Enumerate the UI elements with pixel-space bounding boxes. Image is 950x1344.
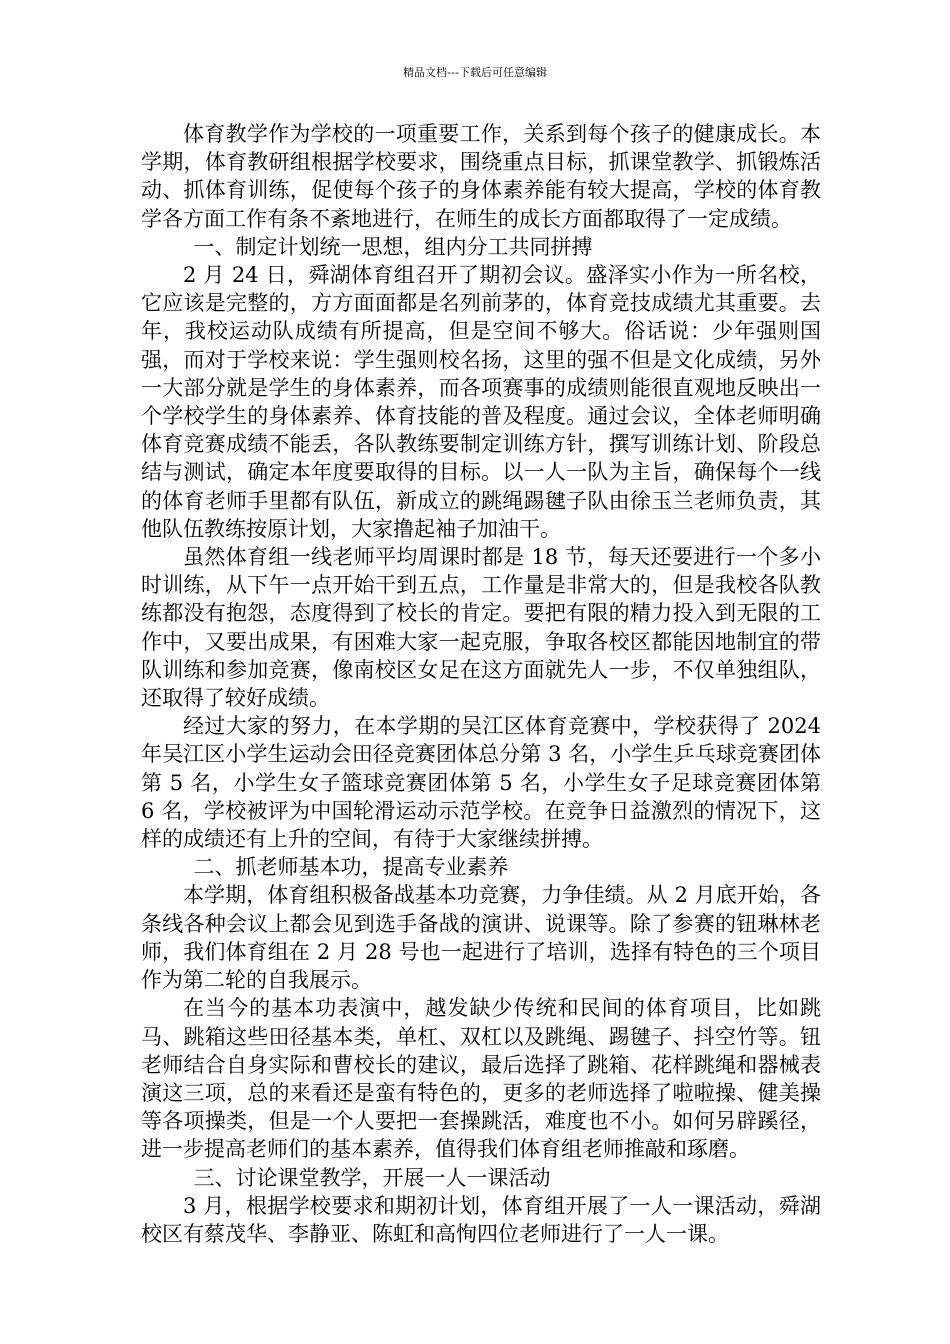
- section-heading-3: 三、讨论课堂教学，开展一人一课活动: [193, 1165, 551, 1190]
- paragraph-meeting: 2 月 24 日，舜湖体育组召开了期初会议。盛泽实小作为一所名校，它应该是完整的，方方面面都是名列前茅的，体育竞技成绩尤其重要。去年，我校运动队成绩有所提高，但是空间不够大。俗话说：少年强则国强，而对于学校来说：学生强则校名扬，这里的强不但是文化成绩，另外一大部分就是学生的身体素养，而各项赛事的成绩则能很直观地反映出一个学校学生的身体素养、体育技能的普及程度。通过会议，全体老师明确体育竞赛成绩不能丢，各队教练要制定训练方针，撰写训练计划、阶段总结与测试，确定本年度要取得的目标。以一人一队为主旨，确保每个一线的体育老师手里都有队伍，新成立的跳绳踢毽子队由徐玉兰老师负责，其他队伍教练按原计划，大家撸起袖子加油干。: [141, 263, 821, 541]
- paragraph-results: 经过大家的努力，在本学期的吴江区体育竞赛中，学校获得了 2024 年吴江区小学生运动会田径竞赛团体总分第 3 名，小学生乒乓球竞赛团体第 5 名，小学生女子篮球竞赛团体第 5 名，小学生女子足球竞赛团体第 6 名，学校被评为中国轮滑运动示范学校。在竞争日益激烈的情况下，这样的成绩还有上升的空间，有待于大家继续拼搏。: [141, 714, 821, 852]
- section-heading-1: 一、制定计划统一思想，组内分工共同拼搏: [193, 234, 593, 259]
- section-heading-2: 二、抓老师基本功，提高专业素养: [193, 855, 509, 880]
- document-body: [141, 120, 821, 1248]
- paragraph-workload: 虽然体育组一线老师平均周课时都是 18 节，每天还要进行一个多小时训练，从下午一点开始干到五点，工作量是非常大的，但是我校各队教练都没有抱怨，态度得到了校长的肯定。要把有限的精力投入到无限的工作中，又要出成果，有困难大家一起克服，争取各校区都能因地制宜的带队训练和参加竞赛，像南校区女足在这方面就先人一步，不仅单独组队，还取得了较好成绩。: [141, 545, 821, 711]
- paragraph-one-lesson: 3 月，根据学校要求和期初计划，体育组开展了一人一课活动，舜湖校区有蔡茂华、李静亚、陈虹和高恂四位老师进行了一人一课。: [141, 1193, 821, 1246]
- paragraph-competition: 本学期，体育组积极备战基本功竞赛，力争佳绩。从 2 月底开始，各条线各种会议上都会见到选手备战的演讲、说课等。除了参赛的钮琳林老师，我们体育组在 2 月 28 号也一起进行了培训，选择有特色的三个项目作为第二轮的自我展示。: [141, 883, 821, 993]
- paragraph-intro: 体育教学作为学校的一项重要工作，关系到每个孩子的健康成长。本学期，体育教研组根据学校要求，围绕重点目标，抓课堂教学、抓锻炼活动、抓体育训练，促使每个孩子的身体素养能有较大提高，学校的体育教学各方面工作有条不紊地进行，在师生的成长方面都取得了一定成绩。: [141, 122, 821, 231]
- paragraph-performance: 在当今的基本功表演中，越发缺少传统和民间的体育项目，比如跳马、跳箱这些田径基本类，单杠、双杠以及跳绳、踢毽子、抖空竹等。钮老师结合自身实际和曹校长的建议，最后选择了跳箱、花样跳绳和器械表演这三项，总的来看还是蛮有特色的，更多的老师选择了啦啦操、健美操等各项操类，但是一个人要把一套操跳活，难度也不小。如何另辟蹊径，进一步提高老师们的基本素养，值得我们体育组老师推敲和琢磨。: [141, 996, 821, 1162]
- page-header: 精品文档---下载后可任意编辑: [403, 66, 547, 79]
